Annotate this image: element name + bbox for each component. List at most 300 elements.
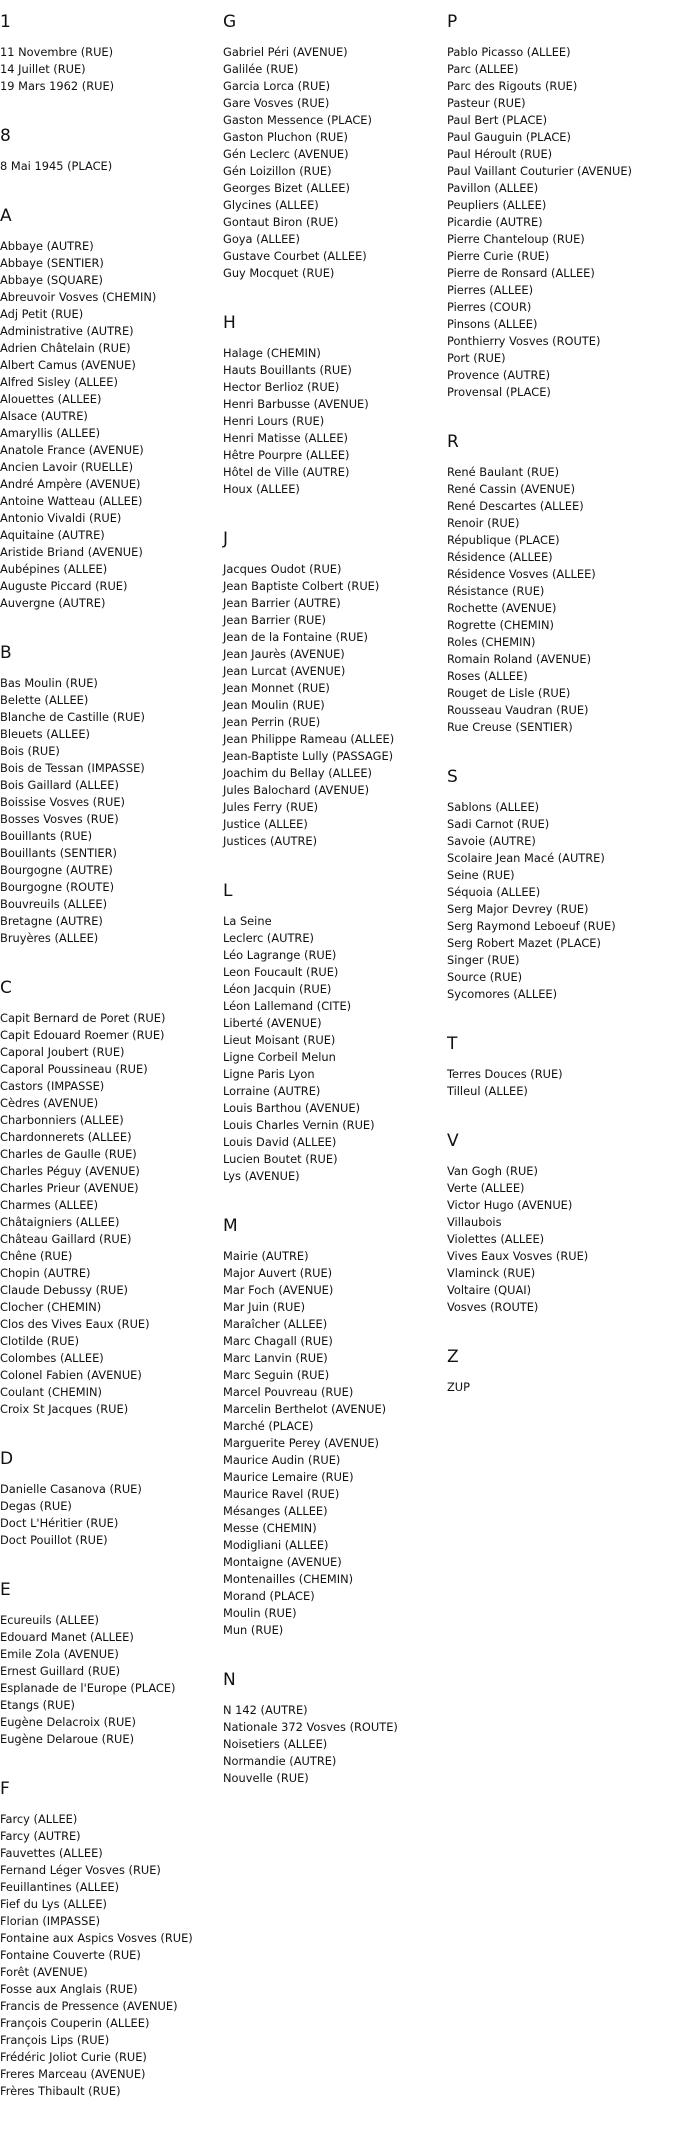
street-item: Bourgogne (AUTRE) xyxy=(0,863,113,877)
street-item: Châtaigniers (ALLEE) xyxy=(0,1215,120,1229)
street-item: Mairie (AUTRE) xyxy=(223,1249,309,1263)
letter-heading: P xyxy=(447,12,458,32)
street-list xyxy=(223,1248,445,1639)
letter-group-p xyxy=(447,12,669,401)
letter-group-8 xyxy=(0,126,222,175)
letter-heading: M xyxy=(223,1216,238,1236)
street-item: Résistance (RUE) xyxy=(447,584,545,598)
street-item: Esplanade de l'Europe (PLACE) xyxy=(0,1681,176,1695)
street-item: Henri Barbusse (AVENUE) xyxy=(223,397,369,411)
street-item: Marguerite Perey (AVENUE) xyxy=(223,1436,379,1450)
street-item: Maurice Audin (RUE) xyxy=(223,1453,341,1467)
street-item: Caporal Joubert (RUE) xyxy=(0,1045,125,1059)
street-item: Ancien Lavoir (RUELLE) xyxy=(0,460,134,474)
street-item: Chopin (AUTRE) xyxy=(0,1266,91,1280)
letter-group-1 xyxy=(0,12,222,95)
street-item: Justices (AUTRE) xyxy=(223,834,318,848)
street-item: Florian (IMPASSE) xyxy=(0,1914,101,1928)
street-index-column-2 xyxy=(223,12,445,1818)
street-item: Albert Camus (AVENUE) xyxy=(0,358,136,372)
street-list xyxy=(0,158,222,175)
street-item: Jacques Oudot (RUE) xyxy=(223,562,342,576)
street-item: Port (RUE) xyxy=(447,351,506,365)
street-item: Claude Debussy (RUE) xyxy=(0,1283,128,1297)
letter-group-s xyxy=(447,767,669,1003)
street-item: Gén Loizillon (RUE) xyxy=(223,164,332,178)
street-item: Abbaye (AUTRE) xyxy=(0,239,94,253)
street-item: Major Auvert (RUE) xyxy=(223,1266,333,1280)
street-item: Bois Gaillard (ALLEE) xyxy=(0,778,119,792)
street-item: Jean Lurcat (AVENUE) xyxy=(223,664,346,678)
street-item: Etangs (RUE) xyxy=(0,1698,75,1712)
street-item: Seine (RUE) xyxy=(447,868,515,882)
letter-heading: D xyxy=(0,1449,14,1469)
letter-heading: 1 xyxy=(0,12,11,32)
letter-group-z xyxy=(447,1347,669,1396)
street-item: Bourgogne (ROUTE) xyxy=(0,880,115,894)
street-item: Gaston Pluchon (RUE) xyxy=(223,130,348,144)
letter-group-a xyxy=(0,206,222,612)
street-item: Léon Jacquin (RUE) xyxy=(223,982,332,996)
street-item: Ligne Paris Lyon xyxy=(223,1067,315,1081)
street-item: Louis Charles Vernin (RUE) xyxy=(223,1118,375,1132)
street-item: Hôtel de Ville (AUTRE) xyxy=(223,465,350,479)
street-list xyxy=(447,1379,669,1396)
street-item: Résidence Vosves (ALLEE) xyxy=(447,567,596,581)
street-item: Glycines (ALLEE) xyxy=(223,198,319,212)
letter-heading: E xyxy=(0,1580,11,1600)
street-item: Charles de Gaulle (RUE) xyxy=(0,1147,137,1161)
street-item: Clotilde (RUE) xyxy=(0,1334,80,1348)
street-item: Jean Barrier (RUE) xyxy=(223,613,326,627)
street-item: Abreuvoir Vosves (CHEMIN) xyxy=(0,290,157,304)
street-item: Colonel Fabien (AVENUE) xyxy=(0,1368,142,1382)
street-item: Van Gogh (RUE) xyxy=(447,1164,538,1178)
street-item: Roses (ALLEE) xyxy=(447,669,528,683)
street-item: Alfred Sisley (ALLEE) xyxy=(0,375,118,389)
street-item: Gaston Messence (PLACE) xyxy=(223,113,372,127)
street-list xyxy=(0,1481,222,1549)
street-list xyxy=(447,464,669,736)
letter-heading: R xyxy=(447,432,459,452)
street-item: Ponthierry Vosves (ROUTE) xyxy=(447,334,601,348)
letter-group-g xyxy=(223,12,445,282)
street-item: ZUP xyxy=(447,1380,471,1394)
street-list xyxy=(223,913,445,1185)
street-list xyxy=(447,1163,669,1316)
letter-group-e xyxy=(0,1580,222,1748)
street-item: Alouettes (ALLEE) xyxy=(0,392,102,406)
street-item: Antonio Vivaldi (RUE) xyxy=(0,511,122,525)
letter-heading: H xyxy=(223,313,236,333)
street-item: Bouillants (SENTIER) xyxy=(0,846,117,860)
street-item: Sablons (ALLEE) xyxy=(447,800,540,814)
letter-group-m xyxy=(223,1216,445,1639)
street-item: Pavillon (ALLEE) xyxy=(447,181,539,195)
street-item: Tilleul (ALLEE) xyxy=(447,1084,528,1098)
street-item: Marc Lanvin (RUE) xyxy=(223,1351,328,1365)
street-item: Sadi Carnot (RUE) xyxy=(447,817,550,831)
street-item: Capit Bernard de Poret (RUE) xyxy=(0,1011,166,1025)
street-item: René Descartes (ALLEE) xyxy=(447,499,584,513)
street-item: Leclerc (AUTRE) xyxy=(223,931,314,945)
street-item: Farcy (AUTRE) xyxy=(0,1829,81,1843)
letter-group-v xyxy=(447,1131,669,1316)
street-item: Jean Monnet (RUE) xyxy=(223,681,330,695)
letter-heading: N xyxy=(223,1670,236,1690)
street-item: Ernest Guillard (RUE) xyxy=(0,1664,121,1678)
street-item: Chardonnerets (ALLEE) xyxy=(0,1130,132,1144)
letter-heading: 8 xyxy=(0,126,11,146)
street-item: Goya (ALLEE) xyxy=(223,232,300,246)
street-item: Freres Marceau (AVENUE) xyxy=(0,2067,146,2081)
street-list xyxy=(0,1811,222,2100)
street-item: Rochette (AVENUE) xyxy=(447,601,557,615)
street-item: Léon Lallemand (CITE) xyxy=(223,999,352,1013)
street-index-column-3 xyxy=(447,12,669,1427)
street-item: Emile Zola (AVENUE) xyxy=(0,1647,119,1661)
street-item: Hector Berlioz (RUE) xyxy=(223,380,340,394)
street-item: Antoine Watteau (ALLEE) xyxy=(0,494,143,508)
street-item: Jean Philippe Rameau (ALLEE) xyxy=(223,732,395,746)
street-list xyxy=(0,675,222,947)
street-list xyxy=(447,799,669,1003)
street-item: Villaubois xyxy=(447,1215,502,1229)
letter-group-b xyxy=(0,643,222,947)
street-list xyxy=(0,44,222,95)
street-item: Roles (CHEMIN) xyxy=(447,635,536,649)
street-item: Frédéric Joliot Curie (RUE) xyxy=(0,2050,147,2064)
street-item: Violettes (ALLEE) xyxy=(447,1232,545,1246)
street-item: Sycomores (ALLEE) xyxy=(447,987,558,1001)
street-item: Messe (CHEMIN) xyxy=(223,1521,317,1535)
street-item: Colombes (ALLEE) xyxy=(0,1351,104,1365)
letter-group-t xyxy=(447,1034,669,1100)
street-item: Morand (PLACE) xyxy=(223,1589,315,1603)
street-item: Jean Barrier (AUTRE) xyxy=(223,596,341,610)
street-item: Abbaye (SENTIER) xyxy=(0,256,104,270)
street-item: Bois de Tessan (IMPASSE) xyxy=(0,761,145,775)
street-item: Bois (RUE) xyxy=(0,744,60,758)
street-item: Bleuets (ALLEE) xyxy=(0,727,91,741)
street-item: Hauts Bouillants (RUE) xyxy=(223,363,352,377)
street-item: André Ampère (AVENUE) xyxy=(0,477,141,491)
street-item: Fontaine Couverte (RUE) xyxy=(0,1948,141,1962)
street-item: Croix St Jacques (RUE) xyxy=(0,1402,129,1416)
street-item: Nouvelle (RUE) xyxy=(223,1771,309,1785)
street-item: Charmes (ALLEE) xyxy=(0,1198,99,1212)
street-item: Doct Pouillot (RUE) xyxy=(0,1533,108,1547)
street-item: Gén Leclerc (AVENUE) xyxy=(223,147,349,161)
street-item: Louis Barthou (AVENUE) xyxy=(223,1101,361,1115)
street-item: Auguste Piccard (RUE) xyxy=(0,579,128,593)
letter-group-d xyxy=(0,1449,222,1549)
street-item: Vlaminck (RUE) xyxy=(447,1266,536,1280)
street-item: Paul Bert (PLACE) xyxy=(447,113,548,127)
street-item: Boissise Vosves (RUE) xyxy=(0,795,125,809)
street-item: Léo Lagrange (RUE) xyxy=(223,948,337,962)
street-item: Fernand Léger Vosves (RUE) xyxy=(0,1863,161,1877)
street-item: Bretagne (AUTRE) xyxy=(0,914,103,928)
street-item: Pinsons (ALLEE) xyxy=(447,317,538,331)
letter-heading: S xyxy=(447,767,458,787)
street-item: Paul Vaillant Couturier (AVENUE) xyxy=(447,164,632,178)
street-item: Provence (AUTRE) xyxy=(447,368,551,382)
street-item: Pablo Picasso (ALLEE) xyxy=(447,45,571,59)
street-item: Forêt (AVENUE) xyxy=(0,1965,88,1979)
street-item: Bouillants (RUE) xyxy=(0,829,93,843)
street-item: Frères Thibault (RUE) xyxy=(0,2084,121,2098)
street-item: Marcelin Berthelot (AVENUE) xyxy=(223,1402,387,1416)
street-list xyxy=(223,44,445,282)
street-item: Halage (CHEMIN) xyxy=(223,346,321,360)
street-item: Georges Bizet (ALLEE) xyxy=(223,181,350,195)
street-item: Degas (RUE) xyxy=(0,1499,72,1513)
street-item: Jean Baptiste Colbert (RUE) xyxy=(223,579,380,593)
street-item: Danielle Casanova (RUE) xyxy=(0,1482,142,1496)
street-item: Provensal (PLACE) xyxy=(447,385,551,399)
street-item: Pierre de Ronsard (ALLEE) xyxy=(447,266,595,280)
letter-group-r xyxy=(447,432,669,736)
street-item: Joachim du Bellay (ALLEE) xyxy=(223,766,373,780)
street-item: Guy Mocquet (RUE) xyxy=(223,266,335,280)
street-item: Paul Gauguin (PLACE) xyxy=(447,130,571,144)
street-item: Gustave Courbet (ALLEE) xyxy=(223,249,367,263)
street-item: Pierre Curie (RUE) xyxy=(447,249,550,263)
street-item: Vives Eaux Vosves (RUE) xyxy=(447,1249,589,1263)
street-item: Adj Petit (RUE) xyxy=(0,307,84,321)
street-item: Amaryllis (ALLEE) xyxy=(0,426,101,440)
street-list xyxy=(223,561,445,850)
street-item: Garcia Lorca (RUE) xyxy=(223,79,331,93)
street-item: Clocher (CHEMIN) xyxy=(0,1300,102,1314)
street-item: Peupliers (ALLEE) xyxy=(447,198,547,212)
letter-group-h xyxy=(223,313,445,498)
street-item: Gare Vosves (RUE) xyxy=(223,96,330,110)
street-item: Jean de la Fontaine (RUE) xyxy=(223,630,368,644)
street-item: Charles Prieur (AVENUE) xyxy=(0,1181,139,1195)
letter-group-c xyxy=(0,978,222,1418)
street-item: Gabriel Péri (AVENUE) xyxy=(223,45,348,59)
street-item: Clos des Vives Eaux (RUE) xyxy=(0,1317,150,1331)
street-item: Vosves (ROUTE) xyxy=(447,1300,539,1314)
street-item: 14 Juillet (RUE) xyxy=(0,62,86,76)
street-item: Pierres (ALLEE) xyxy=(447,283,534,297)
street-item: Ligne Corbeil Melun xyxy=(223,1050,336,1064)
street-item: Belette (ALLEE) xyxy=(0,693,89,707)
street-item: Auvergne (AUTRE) xyxy=(0,596,106,610)
street-item: Maurice Lemaire (RUE) xyxy=(223,1470,354,1484)
street-item: Aubépines (ALLEE) xyxy=(0,562,108,576)
street-item: Henri Lours (RUE) xyxy=(223,414,325,428)
street-list xyxy=(0,1612,222,1748)
street-item: Lieut Moisant (RUE) xyxy=(223,1033,336,1047)
street-item: Abbaye (SQUARE) xyxy=(0,273,103,287)
street-item: Rogrette (CHEMIN) xyxy=(447,618,554,632)
street-item: Capit Edouard Roemer (RUE) xyxy=(0,1028,165,1042)
street-item: Parc (ALLEE) xyxy=(447,62,519,76)
letter-group-f xyxy=(0,1779,222,2100)
street-item: Castors (IMPASSE) xyxy=(0,1079,105,1093)
street-item: Anatole France (AVENUE) xyxy=(0,443,144,457)
street-item: Lorraine (AUTRE) xyxy=(223,1084,321,1098)
street-item: Verte (ALLEE) xyxy=(447,1181,525,1195)
street-item: République (PLACE) xyxy=(447,533,560,547)
letter-heading: C xyxy=(0,978,12,998)
street-item: Serg Major Devrey (RUE) xyxy=(447,902,589,916)
street-item: Serg Robert Mazet (PLACE) xyxy=(447,936,601,950)
street-item: N 142 (AUTRE) xyxy=(223,1703,308,1717)
street-index-column-1 xyxy=(0,12,222,2131)
street-item: Picardie (AUTRE) xyxy=(447,215,543,229)
street-item: Maurice Ravel (RUE) xyxy=(223,1487,340,1501)
street-item: Modigliani (ALLEE) xyxy=(223,1538,329,1552)
street-item: Justice (ALLEE) xyxy=(223,817,308,831)
letter-heading: L xyxy=(223,881,233,901)
street-item: Jean Jaurès (AVENUE) xyxy=(223,647,345,661)
street-item: Marché (PLACE) xyxy=(223,1419,314,1433)
street-item: Moulin (RUE) xyxy=(223,1606,297,1620)
street-item: Rouget de Lisle (RUE) xyxy=(447,686,571,700)
street-item: Administrative (AUTRE) xyxy=(0,324,134,338)
street-item: Doct L'Héritier (RUE) xyxy=(0,1516,119,1530)
street-item: Cèdres (AVENUE) xyxy=(0,1096,99,1110)
street-item: 11 Novembre (RUE) xyxy=(0,45,114,59)
street-item: Scolaire Jean Macé (AUTRE) xyxy=(447,851,605,865)
street-item: Paul Héroult (RUE) xyxy=(447,147,553,161)
street-item: Charbonniers (ALLEE) xyxy=(0,1113,124,1127)
street-item: Mun (RUE) xyxy=(223,1623,284,1637)
street-item: François Couperin (ALLEE) xyxy=(0,2016,150,2030)
street-item: Fauvettes (ALLEE) xyxy=(0,1846,103,1860)
letter-group-l xyxy=(223,881,445,1185)
street-item: Jean-Baptiste Lully (PASSAGE) xyxy=(223,749,394,763)
letter-heading: A xyxy=(0,206,12,226)
street-item: Fosse aux Anglais (RUE) xyxy=(0,1982,138,1996)
street-item: Jean Perrin (RUE) xyxy=(223,715,321,729)
street-item: Montenailles (CHEMIN) xyxy=(223,1572,354,1586)
street-item: Singer (RUE) xyxy=(447,953,520,967)
street-item: 8 Mai 1945 (PLACE) xyxy=(0,159,113,173)
street-item: Coulant (CHEMIN) xyxy=(0,1385,102,1399)
street-item: François Lips (RUE) xyxy=(0,2033,110,2047)
street-list xyxy=(0,238,222,612)
street-item: Alsace (AUTRE) xyxy=(0,409,88,423)
street-item: Jules Balochard (AVENUE) xyxy=(223,783,370,797)
street-item: René Baulant (RUE) xyxy=(447,465,560,479)
street-item: Fontaine aux Aspics Vosves (RUE) xyxy=(0,1931,193,1945)
street-item: Mar Juin (RUE) xyxy=(223,1300,306,1314)
letter-heading: G xyxy=(223,12,237,32)
street-item: Marc Chagall (RUE) xyxy=(223,1334,333,1348)
street-item: Charles Péguy (AVENUE) xyxy=(0,1164,140,1178)
street-item: Lucien Boutet (RUE) xyxy=(223,1152,338,1166)
street-item: Lys (AVENUE) xyxy=(223,1169,300,1183)
street-item: Romain Roland (AVENUE) xyxy=(447,652,592,666)
street-item: Edouard Manet (ALLEE) xyxy=(0,1630,134,1644)
street-list xyxy=(223,1702,445,1787)
street-item: Pierre Chanteloup (RUE) xyxy=(447,232,585,246)
street-item: Marc Seguin (RUE) xyxy=(223,1368,330,1382)
street-item: Victor Hugo (AVENUE) xyxy=(447,1198,573,1212)
street-item: Bosses Vosves (RUE) xyxy=(0,812,119,826)
street-list xyxy=(447,1066,669,1100)
street-item: Leon Foucault (RUE) xyxy=(223,965,339,979)
street-item: Louis David (ALLEE) xyxy=(223,1135,337,1149)
street-item: Eugène Delacroix (RUE) xyxy=(0,1715,136,1729)
letter-group-n xyxy=(223,1670,445,1787)
street-item: Mar Foch (AVENUE) xyxy=(223,1283,334,1297)
street-item: Aquitaine (AUTRE) xyxy=(0,528,105,542)
street-list xyxy=(447,44,669,401)
street-item: Bas Moulin (RUE) xyxy=(0,676,98,690)
letter-heading: B xyxy=(0,643,12,663)
street-item: Pasteur (RUE) xyxy=(447,96,526,110)
street-item: Jules Ferry (RUE) xyxy=(223,800,319,814)
street-item: Bouvreuils (ALLEE) xyxy=(0,897,108,911)
street-item: Résidence (ALLEE) xyxy=(447,550,553,564)
street-item: Chêne (RUE) xyxy=(0,1249,73,1263)
street-item: Séquoia (ALLEE) xyxy=(447,885,541,899)
street-list xyxy=(223,345,445,498)
street-list xyxy=(0,1010,222,1418)
street-item: Serg Raymond Leboeuf (RUE) xyxy=(447,919,616,933)
street-item: Bruyères (ALLEE) xyxy=(0,931,99,945)
street-item: Feuillantines (ALLEE) xyxy=(0,1880,120,1894)
street-item: Parc des Rigouts (RUE) xyxy=(447,79,578,93)
street-item: Blanche de Castille (RUE) xyxy=(0,710,145,724)
street-item: Noisetiers (ALLEE) xyxy=(223,1737,328,1751)
street-item: Pierres (COUR) xyxy=(447,300,532,314)
letter-group-j xyxy=(223,529,445,850)
street-item: Rousseau Vaudran (RUE) xyxy=(447,703,589,717)
letter-heading: F xyxy=(0,1779,10,1799)
street-item: Ecureuils (ALLEE) xyxy=(0,1613,99,1627)
street-item: Marcel Pouvreau (RUE) xyxy=(223,1385,354,1399)
street-item: 19 Mars 1962 (RUE) xyxy=(0,79,115,93)
street-item: Mésanges (ALLEE) xyxy=(223,1504,328,1518)
letter-heading: V xyxy=(447,1131,459,1151)
street-item: La Seine xyxy=(223,914,272,928)
street-item: Jean Moulin (RUE) xyxy=(223,698,325,712)
street-item: Terres Douces (RUE) xyxy=(447,1067,563,1081)
street-item: Château Gaillard (RUE) xyxy=(0,1232,132,1246)
street-item: Fief du Lys (ALLEE) xyxy=(0,1897,107,1911)
street-item: Maraîcher (ALLEE) xyxy=(223,1317,328,1331)
street-item: Source (RUE) xyxy=(447,970,523,984)
street-item: Houx (ALLEE) xyxy=(223,482,300,496)
letter-heading: Z xyxy=(447,1347,459,1367)
street-item: Francis de Pressence (AVENUE) xyxy=(0,1999,178,2013)
street-item: Rue Creuse (SENTIER) xyxy=(447,720,573,734)
street-item: Aristide Briand (AVENUE) xyxy=(0,545,143,559)
street-item: René Cassin (AVENUE) xyxy=(447,482,576,496)
street-item: Caporal Poussineau (RUE) xyxy=(0,1062,148,1076)
street-item: Nationale 372 Vosves (ROUTE) xyxy=(223,1720,398,1734)
street-item: Henri Matisse (ALLEE) xyxy=(223,431,348,445)
street-item: Montaigne (AVENUE) xyxy=(223,1555,342,1569)
street-item: Renoir (RUE) xyxy=(447,516,520,530)
street-item: Voltaire (QUAI) xyxy=(447,1283,532,1297)
street-item: Normandie (AUTRE) xyxy=(223,1754,337,1768)
letter-heading: T xyxy=(447,1034,458,1054)
street-item: Adrien Châtelain (RUE) xyxy=(0,341,131,355)
street-item: Savoie (AUTRE) xyxy=(447,834,536,848)
street-item: Eugène Delaroue (RUE) xyxy=(0,1732,135,1746)
street-item: Liberté (AVENUE) xyxy=(223,1016,322,1030)
street-item: Galilée (RUE) xyxy=(223,62,299,76)
street-item: Gontaut Biron (RUE) xyxy=(223,215,339,229)
